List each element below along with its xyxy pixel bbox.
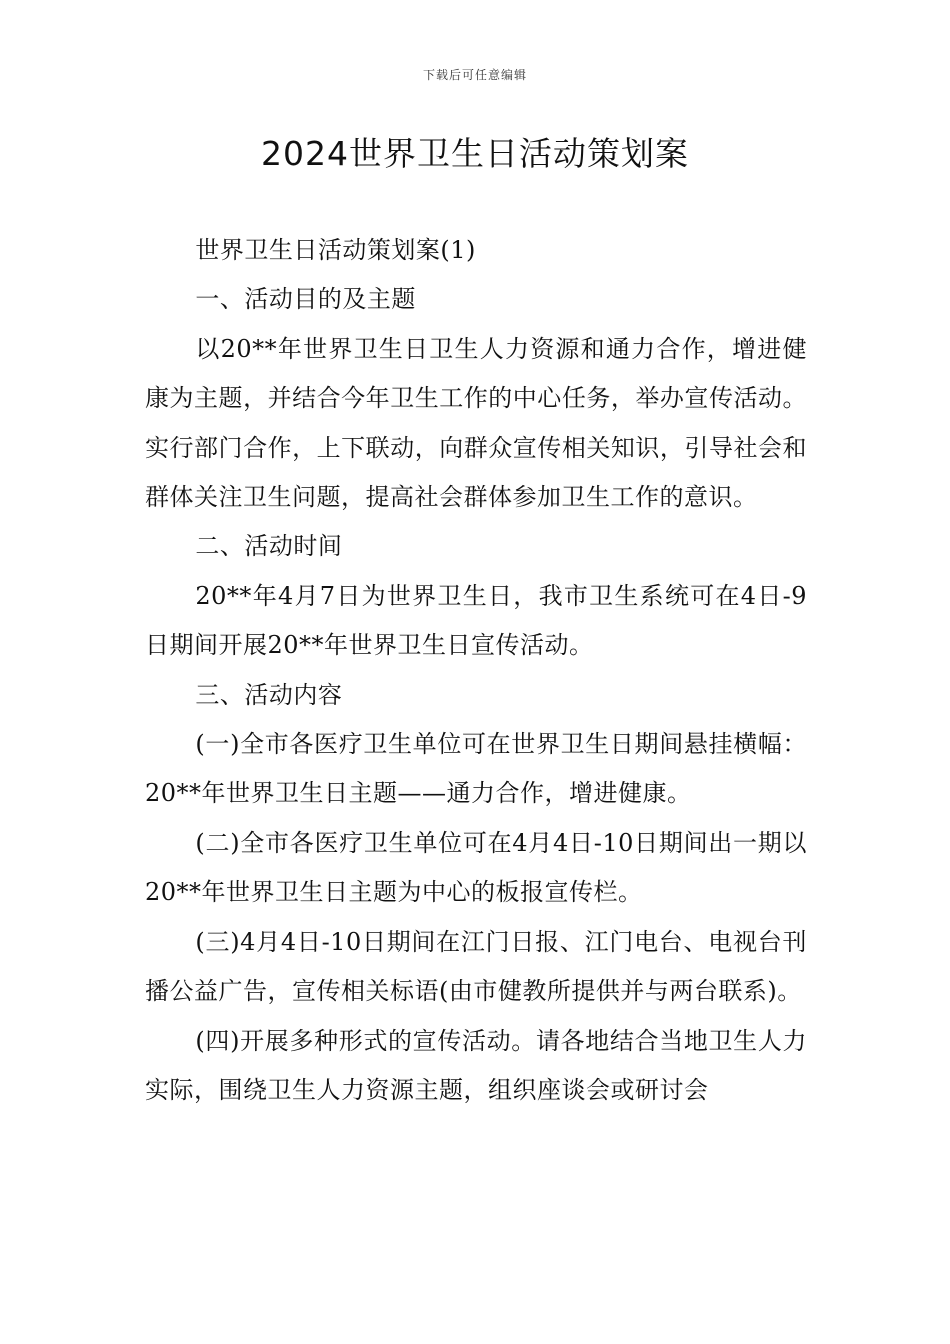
paragraph: 以20**年世界卫生日卫生人力资源和通力合作，增进健康为主题，并结合今年卫生工作的中心任务，举办宣传活动。实行部门合作，上下联动，向群众宣传相关知识，引导社会和群体关注卫生问题，提高社会群体参加卫生工作的意识。 xyxy=(145,334,807,512)
document-body xyxy=(145,226,807,1115)
paragraph-heading-3: 三、活动内容 xyxy=(195,680,343,709)
paragraph: (一)全市各医疗卫生单位可在世界卫生日期间悬挂横幅：20**年世界卫生日主题——通力合作，增进健康。 xyxy=(145,730,807,808)
document-title: 2024世界卫生日活动策划案 xyxy=(261,134,689,173)
paragraph-subtitle: 世界卫生日活动策划案(1) xyxy=(195,236,476,264)
paragraph: (四)开展多种形式的宣传活动。请各地结合当地卫生人力实际，围绕卫生人力资源主题，组织座谈会或研讨会 xyxy=(145,1026,807,1104)
paragraph: 20**年4月7日为世界卫生日，我市卫生系统可在4日-9日期间开展20**年世界卫生日宣传活动。 xyxy=(145,581,807,660)
header-note: 下载后可任意编辑 xyxy=(422,68,527,82)
paragraph: (二)全市各医疗卫生单位可在4月4日-10日期间出一期以20**年世界卫生日主题为中心的板报宣传栏。 xyxy=(145,828,807,907)
paragraph: (三)4月4日-10日期间在江门日报、江门电台、电视台刊播公益广告，宣传相关标语(由市健教所提供并与两台联系)。 xyxy=(145,927,807,1006)
paragraph-heading-1: 一、活动目的及主题 xyxy=(195,285,416,314)
paragraph-heading-2: 二、活动时间 xyxy=(195,532,343,561)
